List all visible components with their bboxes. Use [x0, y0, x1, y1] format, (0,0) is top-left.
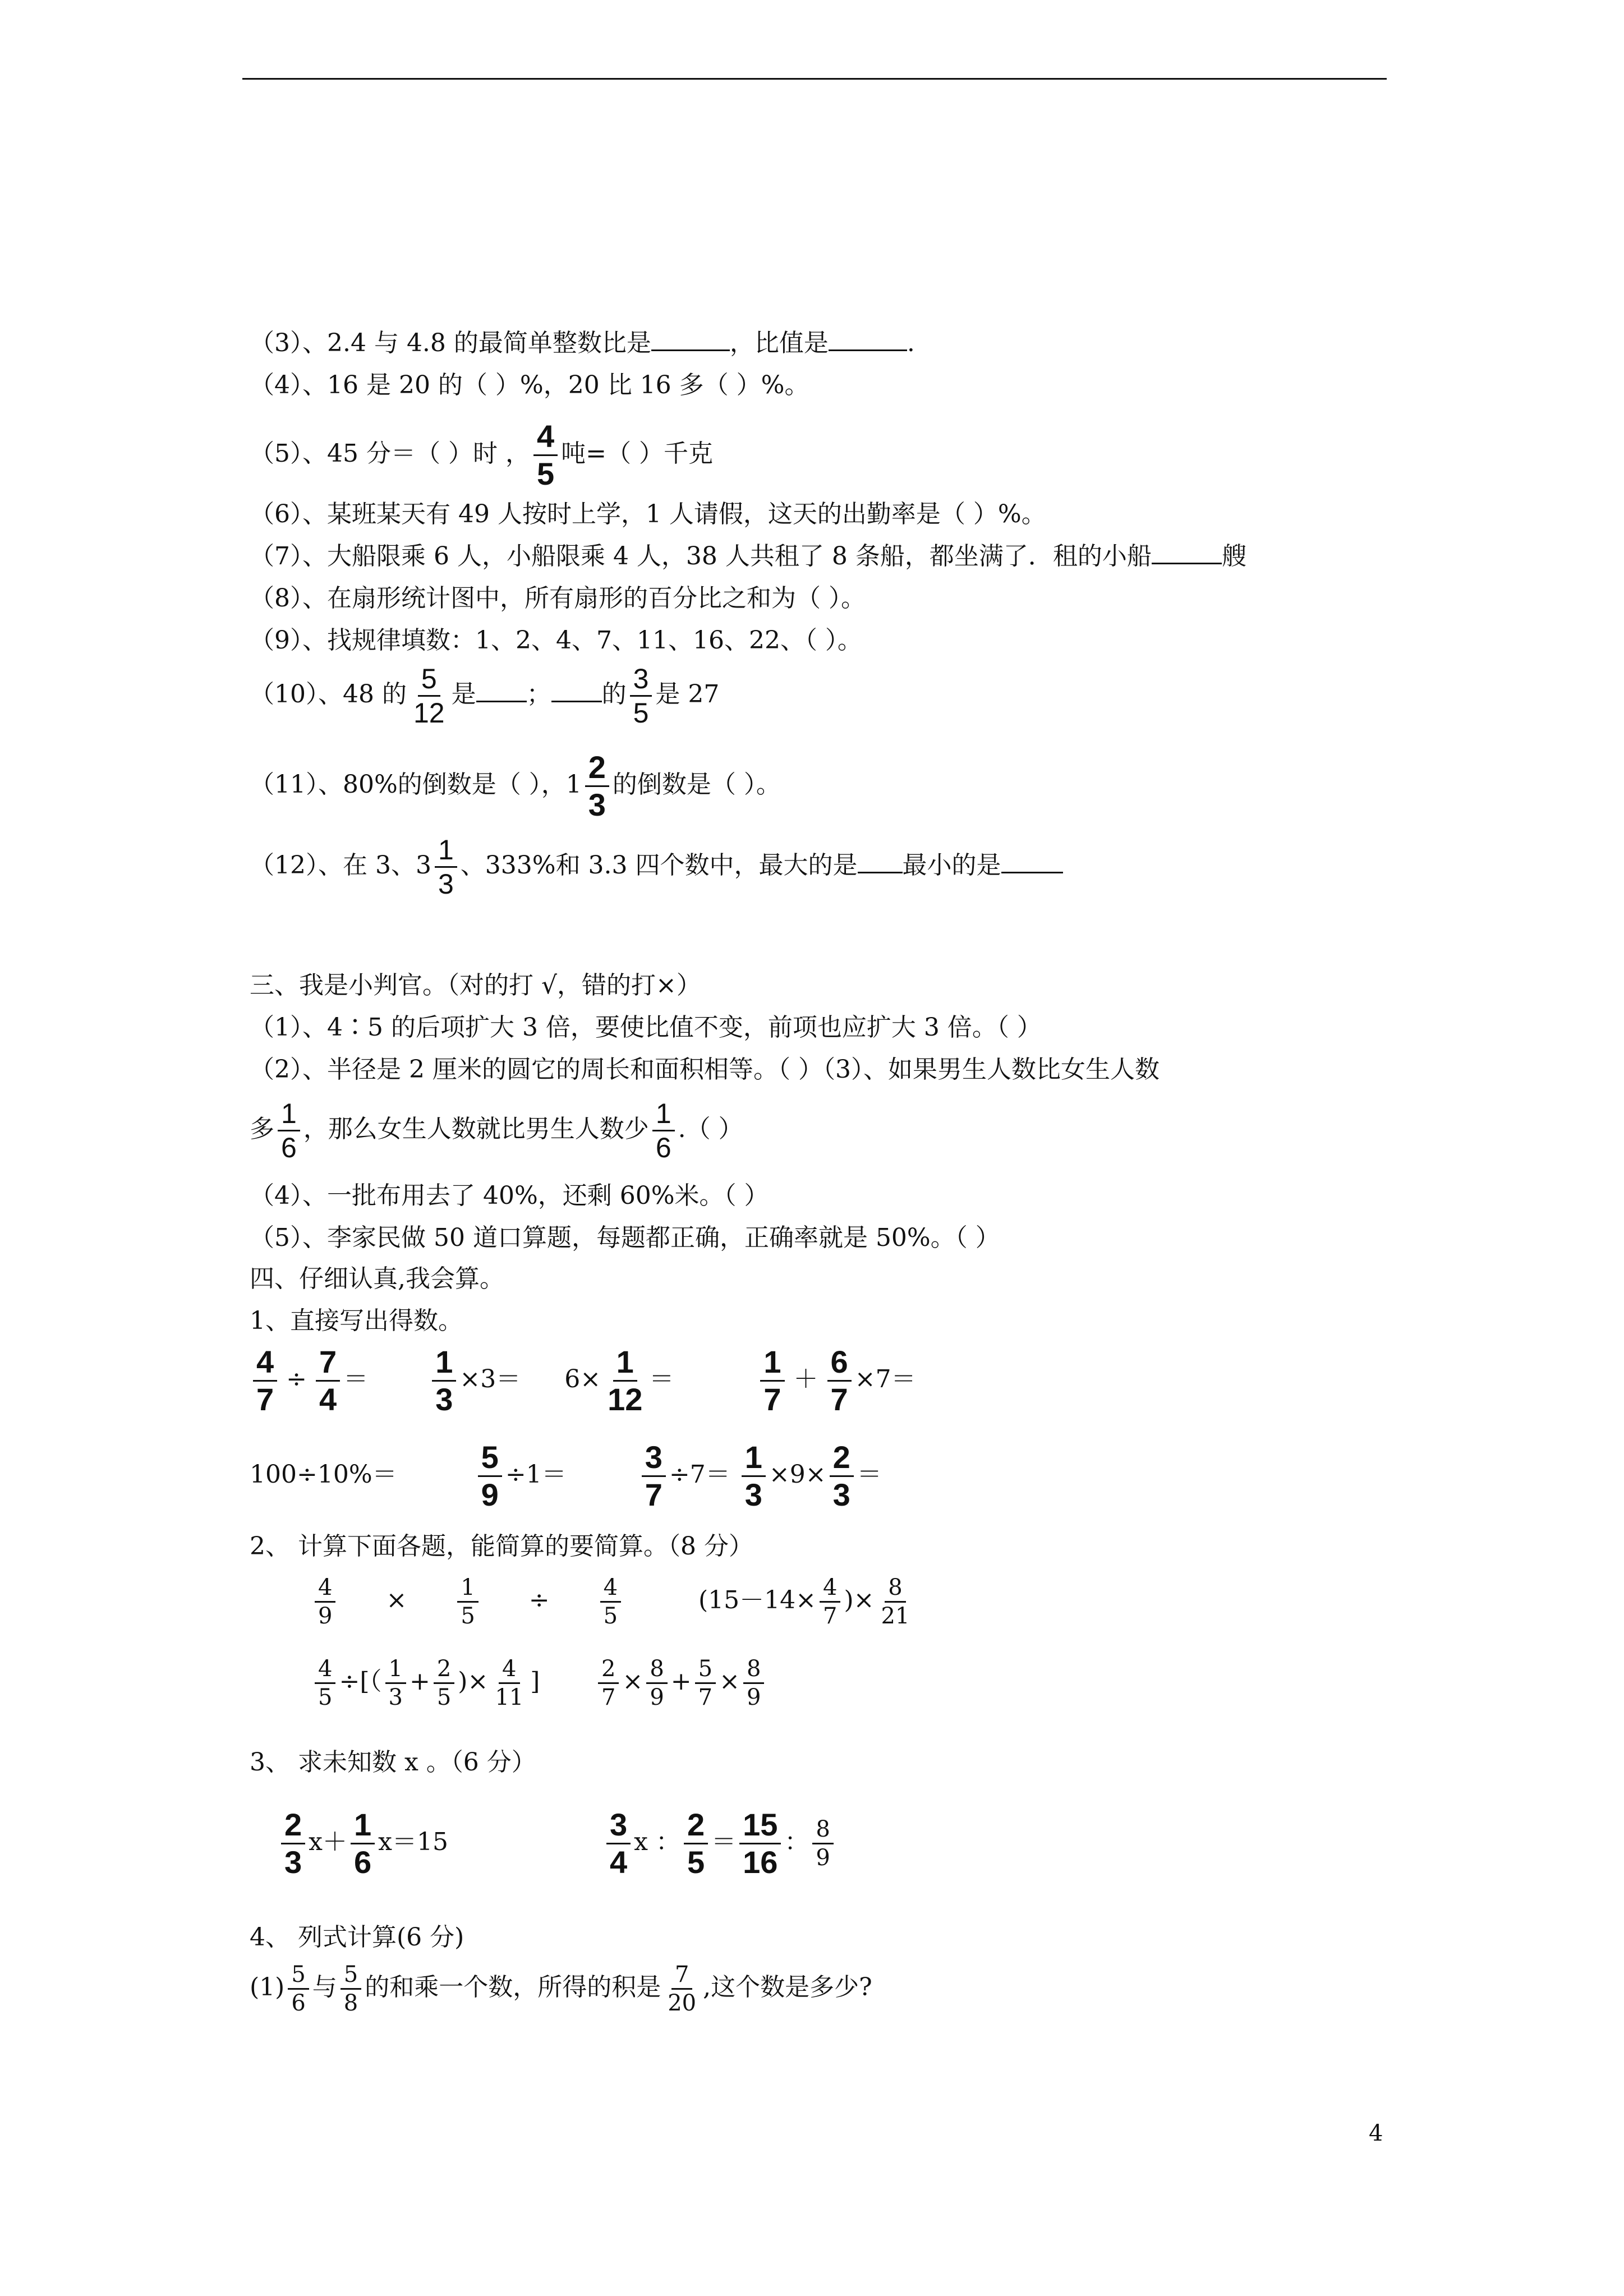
- question-12: [250, 836, 1063, 898]
- fraction: [812, 1818, 833, 1869]
- fraction-denominator: 5: [687, 1844, 705, 1880]
- question-text: 艘: [1221, 542, 1246, 570]
- calc-subheading-4: [250, 1925, 464, 1950]
- text-segment: .（ ）: [678, 1115, 743, 1143]
- question-6: [250, 502, 1046, 527]
- text-segment: ＝: [649, 1365, 674, 1393]
- question-text: （11）、80%的倒数是（ ），1: [250, 770, 582, 799]
- fraction-numerator: 15: [739, 1809, 781, 1844]
- text-segment: ÷[（: [339, 1667, 382, 1696]
- fraction-numerator: 3: [606, 1809, 631, 1844]
- fraction-numerator: 5: [478, 1442, 502, 1477]
- calc-expression-2b: [698, 1576, 916, 1627]
- question-text: （5）、45 分＝（ ）时 ，: [250, 439, 530, 468]
- fraction: [827, 1346, 852, 1415]
- text-segment: 4、 列式计算(6 分): [250, 1923, 464, 1952]
- fraction: [760, 1346, 784, 1415]
- fraction-numerator: 5: [418, 665, 440, 697]
- judge-question-3: [250, 1099, 743, 1162]
- text-segment: 100÷10%＝: [250, 1460, 397, 1489]
- fraction-denominator: 11: [495, 1685, 524, 1710]
- fraction-numerator: 1: [613, 1346, 637, 1382]
- fraction-numerator: 3: [630, 665, 652, 697]
- fraction-denominator: 4: [610, 1844, 628, 1880]
- fraction-numerator: 4: [499, 1658, 519, 1684]
- fraction: [742, 1439, 766, 1512]
- text-segment: （4）、一批布用去了 40%，还剩 60%米。（ ）: [250, 1181, 769, 1210]
- text-segment: ×: [622, 1667, 643, 1696]
- fraction-numerator: 8: [646, 1658, 667, 1684]
- fraction-numerator: 1: [457, 1576, 478, 1603]
- text-segment: （5）、李家民做 50 道口算题，每题都正确，正确率就是 50%。（ ）: [250, 1223, 1000, 1252]
- answer-blank[interactable]: [651, 349, 730, 351]
- fraction: [642, 1439, 666, 1512]
- question-3: [250, 331, 915, 356]
- text-segment: )×: [458, 1667, 489, 1696]
- fraction-numerator: 5: [341, 1963, 361, 1990]
- section-heading-calc: [250, 1264, 504, 1293]
- text-segment: +: [670, 1667, 692, 1696]
- question-text: （7）、大船限乘 6 人，小船限乘 4 人，38 人共租了 8 条船，都坐满了．租的小船: [250, 542, 1152, 570]
- fraction-numerator: 2: [684, 1809, 708, 1844]
- fraction-numerator: 7: [671, 1963, 692, 1990]
- text-segment: ，那么女生人数就比男生人数少: [303, 1115, 649, 1143]
- fraction: [600, 1576, 621, 1627]
- text-segment: (15－14×: [698, 1586, 817, 1614]
- fraction-denominator: 3: [588, 787, 606, 822]
- word-problem-1: [250, 1963, 872, 2014]
- text-segment: 1、直接写出得数。: [250, 1306, 463, 1335]
- fraction-denominator: 3: [744, 1477, 762, 1512]
- fraction-denominator: 6: [291, 1990, 306, 2016]
- fraction-numerator: 4: [315, 1658, 335, 1684]
- text-segment: x ：: [634, 1828, 680, 1856]
- fraction-denominator: 5: [633, 697, 649, 729]
- text-segment: +: [409, 1667, 430, 1696]
- fraction-numerator: 4: [253, 1346, 277, 1382]
- fraction-denominator: 3: [438, 868, 454, 900]
- fraction: [315, 1658, 335, 1709]
- fraction-denominator: 7: [645, 1477, 663, 1512]
- text-segment: ×: [386, 1586, 407, 1614]
- fraction: [457, 1576, 478, 1627]
- text-segment: 与: [312, 1973, 337, 2001]
- fraction-denominator: 5: [436, 1685, 452, 1710]
- fraction: [491, 1658, 527, 1709]
- fraction-numerator: 4: [533, 421, 558, 456]
- text-segment: ×: [719, 1667, 740, 1696]
- fraction: [432, 1346, 456, 1415]
- fraction: [606, 1809, 631, 1878]
- fraction-numerator: 1: [351, 1809, 375, 1844]
- fraction: [743, 1658, 764, 1709]
- fraction-denominator: 12: [413, 697, 445, 729]
- fraction: [533, 418, 558, 491]
- fraction: [435, 836, 457, 898]
- question-text: 是: [451, 680, 476, 708]
- equation-a: [278, 1809, 448, 1878]
- fraction-numerator: 4: [600, 1576, 621, 1603]
- fraction-denominator: 16: [743, 1844, 778, 1880]
- fraction: [316, 1346, 340, 1415]
- fraction-denominator: 7: [830, 1382, 848, 1417]
- fraction-denominator: 8: [343, 1990, 358, 2016]
- text-segment: ÷7＝: [669, 1460, 730, 1489]
- fraction-numerator: 2: [281, 1809, 305, 1844]
- fraction-denominator: 7: [763, 1382, 781, 1417]
- question-text: （9）、找规律填数：1、2、4、7、11、16、22、（ ）。: [250, 626, 862, 655]
- calc-expression-2d: [595, 1658, 767, 1709]
- fraction-denominator: 6: [353, 1844, 372, 1880]
- fraction-denominator: 3: [388, 1685, 403, 1710]
- text-segment: 3、 求未知数 x 。（6 分）: [250, 1748, 536, 1777]
- fraction-numerator: 1: [652, 1099, 675, 1131]
- fraction: [664, 1963, 700, 2014]
- judge-question-1: [250, 1015, 1042, 1040]
- text-segment: ＝: [857, 1460, 882, 1489]
- text-segment: ：: [784, 1828, 809, 1856]
- text-segment: ×3＝: [459, 1365, 521, 1393]
- calc-expression-2c: [311, 1658, 540, 1709]
- fraction-numerator: 6: [827, 1346, 852, 1382]
- fraction-denominator: 7: [698, 1685, 713, 1710]
- answer-blank[interactable]: [1001, 871, 1063, 873]
- fraction-denominator: 3: [435, 1382, 453, 1417]
- question-text: （6）、某班某天有 49 人按时上学，1 人请假，这天的出勤率是（ ）%。: [250, 500, 1046, 528]
- text-segment: ÷1＝: [505, 1460, 567, 1489]
- text-segment: （2）、半径是 2 厘米的圆它的周长和面积相等。（ ）（3）、如果男生人数比女生人数: [250, 1055, 1160, 1084]
- question-11: [250, 749, 781, 822]
- fraction: [830, 1439, 854, 1512]
- fraction-denominator: 7: [823, 1603, 838, 1629]
- text-segment: x＝15: [378, 1828, 448, 1856]
- fraction-denominator: 5: [318, 1685, 333, 1710]
- question-5: [250, 418, 713, 491]
- fraction-numerator: 5: [288, 1963, 309, 1990]
- fraction-denominator: 4: [319, 1382, 337, 1417]
- text-segment: 2、 计算下面各题，能简算的要简算。（8 分）: [250, 1532, 753, 1561]
- fraction-denominator: 12: [608, 1382, 643, 1417]
- text-segment: ÷: [286, 1365, 307, 1393]
- fraction-denominator: 5: [461, 1603, 475, 1629]
- question-text: .: [907, 329, 915, 357]
- calc-row-1: [250, 1346, 916, 1415]
- answer-blank[interactable]: [1152, 562, 1222, 564]
- question-9: [250, 628, 862, 653]
- fraction-numerator: 4: [820, 1576, 840, 1603]
- judge-question-5: [250, 1223, 1000, 1252]
- fraction: [253, 1346, 277, 1415]
- question-text: （10）、48 的: [250, 680, 407, 708]
- fraction: [385, 1658, 406, 1709]
- fraction: [630, 665, 652, 727]
- question-text: ，比值是: [729, 329, 829, 357]
- fraction: [878, 1576, 913, 1627]
- text-segment: ×7＝: [854, 1365, 916, 1393]
- fraction-numerator: 4: [315, 1576, 335, 1603]
- text-segment: (1): [250, 1973, 285, 2001]
- question-text: 吨=（ ）千克: [561, 439, 713, 468]
- text-segment: 6×: [564, 1365, 601, 1393]
- question-text: ；: [526, 680, 551, 708]
- text-segment: （1）、4∶5 的后项扩大 3 倍，要使比值不变，前项也应扩大 3 倍。（ ）: [250, 1013, 1042, 1042]
- fraction-denominator: 3: [284, 1844, 302, 1880]
- fraction-denominator: 20: [668, 1990, 697, 2016]
- fraction-numerator: 1: [278, 1099, 300, 1131]
- fraction: [739, 1809, 781, 1878]
- header-rule: [242, 78, 1387, 80]
- text-segment: 四、仔细认真,我会算。: [250, 1264, 504, 1293]
- fraction-numerator: 1: [432, 1346, 456, 1382]
- text-segment: ＝: [343, 1365, 369, 1393]
- fraction-denominator: 21: [881, 1603, 910, 1629]
- fraction-numerator: 2: [434, 1658, 454, 1684]
- fraction-denominator: 5: [603, 1603, 618, 1629]
- question-7: [250, 544, 1246, 569]
- fraction-numerator: 8: [743, 1658, 764, 1684]
- question-text: 的: [601, 680, 627, 708]
- fraction: [646, 1658, 667, 1709]
- fraction: [341, 1963, 361, 2014]
- fraction-numerator: 7: [316, 1346, 340, 1382]
- fraction-numerator: 1: [385, 1658, 406, 1684]
- fraction-numerator: 2: [598, 1658, 619, 1684]
- question-10: [250, 665, 719, 727]
- fraction-numerator: 1: [742, 1442, 766, 1477]
- text-segment: )×: [844, 1586, 875, 1614]
- text-segment: ＋: [793, 1365, 818, 1393]
- judge-question-4: [250, 1181, 769, 1210]
- fraction: [278, 1099, 300, 1162]
- fraction: [281, 1809, 305, 1878]
- question-text: 的倒数是（ ）。: [612, 770, 781, 799]
- fraction-denominator: 9: [481, 1477, 499, 1512]
- question-text: （3）、2.4 与 4.8 的最简单整数比是: [250, 329, 651, 357]
- fraction-numerator: 8: [885, 1576, 905, 1603]
- answer-blank[interactable]: [551, 700, 602, 702]
- fraction: [351, 1809, 375, 1878]
- fraction-denominator: 9: [816, 1845, 830, 1871]
- answer-blank[interactable]: [858, 871, 903, 873]
- text-segment: 的和乘一个数，所得的积是: [365, 1973, 661, 2001]
- calc-subheading-1: [250, 1306, 463, 1335]
- page-number: 4: [1369, 2120, 1383, 2146]
- fraction: [288, 1963, 309, 2014]
- fraction-numerator: 3: [642, 1442, 666, 1477]
- answer-blank[interactable]: [829, 349, 907, 351]
- fraction-denominator: 7: [256, 1382, 274, 1417]
- text-segment: ＝: [711, 1828, 737, 1856]
- text-segment: ×9×: [769, 1460, 826, 1489]
- question-text: （8）、在扇形统计图中，所有扇形的百分比之和为（ ）。: [250, 584, 866, 613]
- question-text: （4）、16 是 20 的（ ）%，20 比 16 多（ ）%。: [250, 371, 809, 399]
- text-segment: ÷: [528, 1586, 550, 1614]
- calc-expression-2a: [311, 1576, 624, 1627]
- equation-b: [603, 1809, 837, 1878]
- fraction-denominator: 6: [655, 1132, 671, 1163]
- calc-subheading-3: [250, 1750, 536, 1775]
- calc-row-2: [250, 1439, 882, 1512]
- fraction-numerator: 2: [585, 752, 609, 787]
- text-segment: 三、我是小判官。（对的打 √，错的打×）: [250, 971, 701, 1000]
- text-segment: x＋: [309, 1828, 347, 1856]
- fraction: [315, 1576, 335, 1627]
- question-text: （12）、在 3、3: [250, 851, 431, 880]
- section-heading-judge: [250, 973, 701, 998]
- fraction: [652, 1099, 675, 1162]
- fraction: [684, 1809, 708, 1878]
- text-segment: 多: [250, 1115, 274, 1143]
- fraction-denominator: 9: [650, 1685, 664, 1710]
- fraction-denominator: 3: [832, 1477, 850, 1512]
- question-text: 最小的是: [902, 851, 1001, 880]
- fraction: [820, 1576, 840, 1627]
- fraction: [695, 1658, 716, 1709]
- fraction: [478, 1439, 502, 1512]
- fraction: [585, 749, 609, 822]
- fraction: [604, 1346, 646, 1415]
- fraction-denominator: 5: [536, 456, 555, 491]
- fraction-numerator: 1: [760, 1346, 784, 1382]
- text-segment: ]: [530, 1667, 540, 1696]
- question-8: [250, 586, 866, 611]
- text-segment: ,这个数是多少?: [703, 1973, 872, 2001]
- fraction-denominator: 6: [281, 1132, 297, 1163]
- fraction-denominator: 9: [746, 1685, 761, 1710]
- calc-subheading-2: [250, 1534, 753, 1559]
- fraction-numerator: 1: [435, 836, 457, 868]
- question-text: 是 27: [655, 680, 720, 708]
- fraction: [434, 1658, 454, 1709]
- fraction: [598, 1658, 619, 1709]
- fraction: [410, 665, 448, 727]
- fraction-numerator: 2: [830, 1442, 854, 1477]
- fraction-numerator: 5: [695, 1658, 716, 1684]
- judge-question-2: [250, 1057, 1160, 1082]
- question-4: [250, 373, 809, 398]
- fraction-numerator: 8: [812, 1818, 833, 1844]
- question-text: 、333%和 3.3 四个数中，最大的是: [460, 851, 858, 880]
- fraction-denominator: 9: [318, 1603, 333, 1629]
- fraction-denominator: 7: [601, 1685, 616, 1710]
- answer-blank[interactable]: [476, 700, 527, 702]
